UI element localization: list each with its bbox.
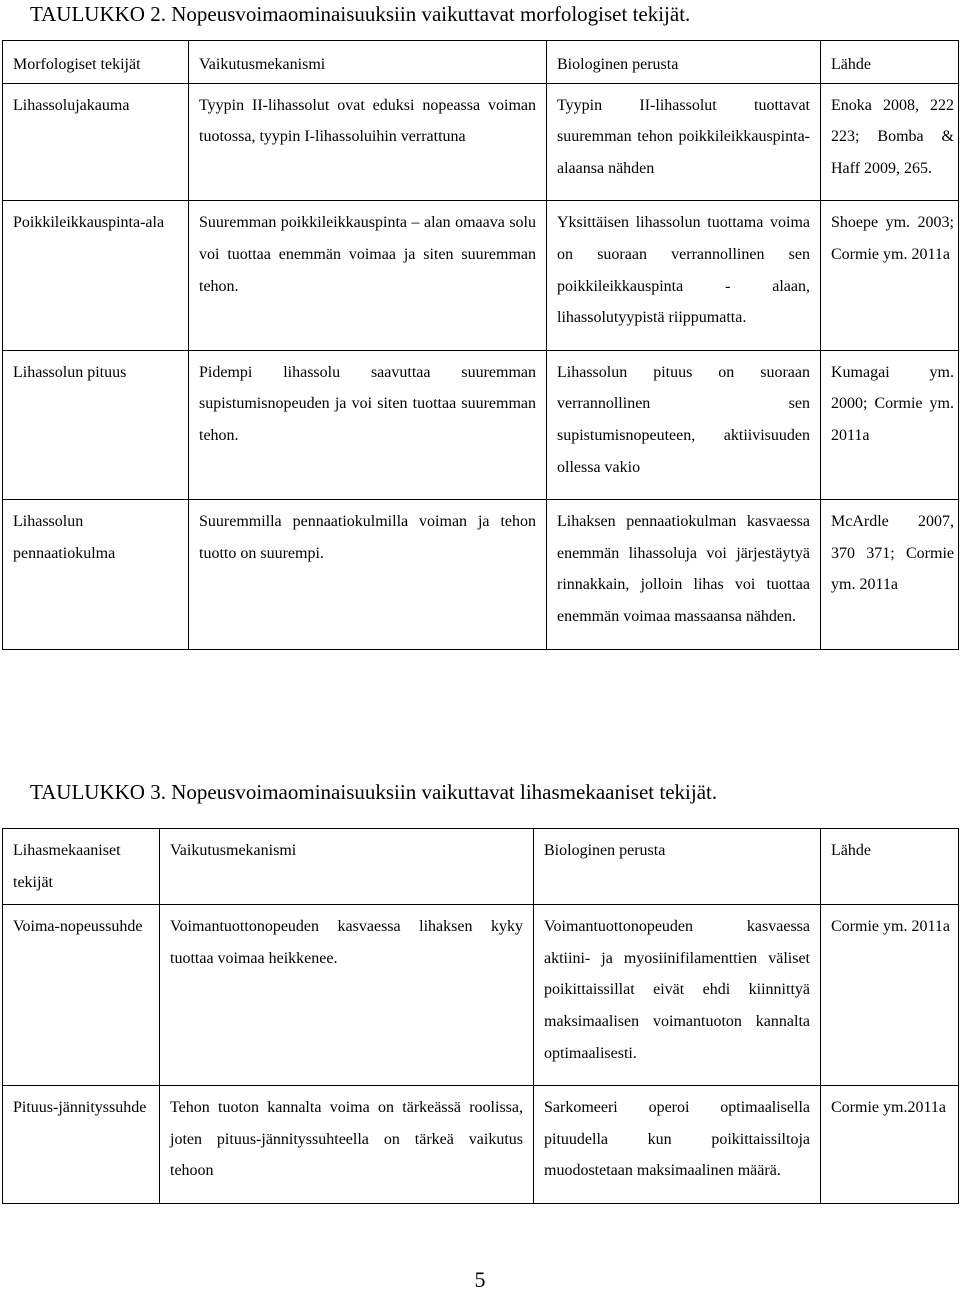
table2-cell-basis: Yksittäisen lihassolun tuottama voima on suoraan verrannollinen sen poikkileikkauspinta - alaan, lihassolutyypistä riippumatta. [547, 201, 821, 350]
table2-header-basis: Biologinen perusta [547, 41, 821, 84]
table3-header-source: Lähde [821, 829, 959, 905]
muscle-mechanical-factors-table [2, 828, 959, 1204]
table-row [3, 83, 959, 201]
table-row [3, 500, 959, 649]
table3-header-basis: Biologinen perusta [534, 829, 821, 905]
table2-cell-mechanism: Pidempi lihassolu saavuttaa suuremman supistumisnopeuden ja voi siten tuottaa suuremman tehon. [189, 350, 547, 499]
table2-cell-basis: Tyypin II-lihassolut tuottavat suuremman tehon poikkileikkauspinta-alaansa nähden [547, 83, 821, 201]
page-number: 5 [474, 1267, 486, 1292]
table2-cell-factor: Poikkileikkauspinta-ala [3, 201, 189, 350]
table2-cell-source: McArdle 2007, 370 371; Cormie ym. 2011a [821, 500, 959, 649]
table2-cell-basis: Lihaksen pennaatiokulman kasvaessa enemmän lihassoluja voi järjestäytyä rinnakkain, jolloin lihas voi tuottaa enemmän voimaa massaansa nähden. [547, 500, 821, 649]
table3-cell-mechanism: Voimantuottonopeuden kasvaessa lihaksen kyky tuottaa voimaa heikkenee. [160, 905, 534, 1086]
table3-cell-source: Cormie ym. 2011a [821, 905, 959, 1086]
table2-cell-basis: Lihassolun pituus on suoraan verrannollinen sen supistumisnopeuteen, aktiivisuuden ollessa vakio [547, 350, 821, 499]
table-row [3, 350, 959, 499]
table2-cell-factor: Lihassolun pennaatiokulma [3, 500, 189, 649]
table2-cell-source: Shoepe ym. 2003; Cormie ym. 2011a [821, 201, 959, 350]
table2-cell-source: Kumagai ym. 2000; Cormie ym. 2011a [821, 350, 959, 499]
table2-caption: TAULUKKO 2. Nopeusvoimaominaisuuksiin vaikuttavat morfologiset tekijät. [30, 2, 691, 26]
table3-cell-factor: Voima-nopeussuhde [3, 905, 160, 1086]
table-row [3, 201, 959, 350]
table3-caption: TAULUKKO 3. Nopeusvoimaominaisuuksiin vaikuttavat lihasmekaaniset tekijät. [30, 780, 718, 804]
table2-cell-mechanism: Suuremmilla pennaatiokulmilla voiman ja tehon tuotto on suurempi. [189, 500, 547, 649]
table-row [3, 1086, 959, 1204]
table-row [3, 905, 959, 1086]
table3-cell-basis: Sarkomeeri operoi optimaalisella pituudella kun poikittaissiltoja muodostetaan maksimaalinen määrä. [534, 1086, 821, 1204]
table3-header-factor: Lihasmekaaniset tekijät [3, 829, 160, 905]
table2-header-source: Lähde [821, 41, 959, 84]
table3-cell-factor: Pituus-jännityssuhde [3, 1086, 160, 1204]
table2-header-mechanism: Vaikutusmekanismi [189, 41, 547, 84]
table2-cell-mechanism: Tyypin II-lihassolut ovat eduksi nopeassa voiman tuotossa, tyypin I-lihassoluihin verrattuna [189, 83, 547, 201]
table3-header-row [3, 829, 959, 905]
table2-cell-factor: Lihassolujakauma [3, 83, 189, 201]
morphological-factors-table [2, 40, 959, 650]
table2-cell-mechanism: Suuremman poikkileikkauspinta – alan omaava solu voi tuottaa enemmän voimaa ja siten suuremman tehon. [189, 201, 547, 350]
table2-header-row [3, 41, 959, 84]
table3-header-mechanism: Vaikutusmekanismi [160, 829, 534, 905]
table2-header-factor: Morfologiset tekijät [3, 41, 189, 84]
table3-cell-mechanism: Tehon tuoton kannalta voima on tärkeässä roolissa, joten pituus-jännityssuhteella on tärkeä vaikutus tehoon [160, 1086, 534, 1204]
table2-cell-factor: Lihassolun pituus [3, 350, 189, 499]
table2-cell-source: Enoka 2008, 222 223; Bomba & Haff 2009, 265. [821, 83, 959, 201]
table3-cell-basis: Voimantuottonopeuden kasvaessa aktiini- ja myosiinifilamenttien väliset poikittaissillat eivät ehdi kiinnittyä maksimaalisen voimantuoton kannalta optimaalisesti. [534, 905, 821, 1086]
table3-cell-source: Cormie ym.2011a [821, 1086, 959, 1204]
